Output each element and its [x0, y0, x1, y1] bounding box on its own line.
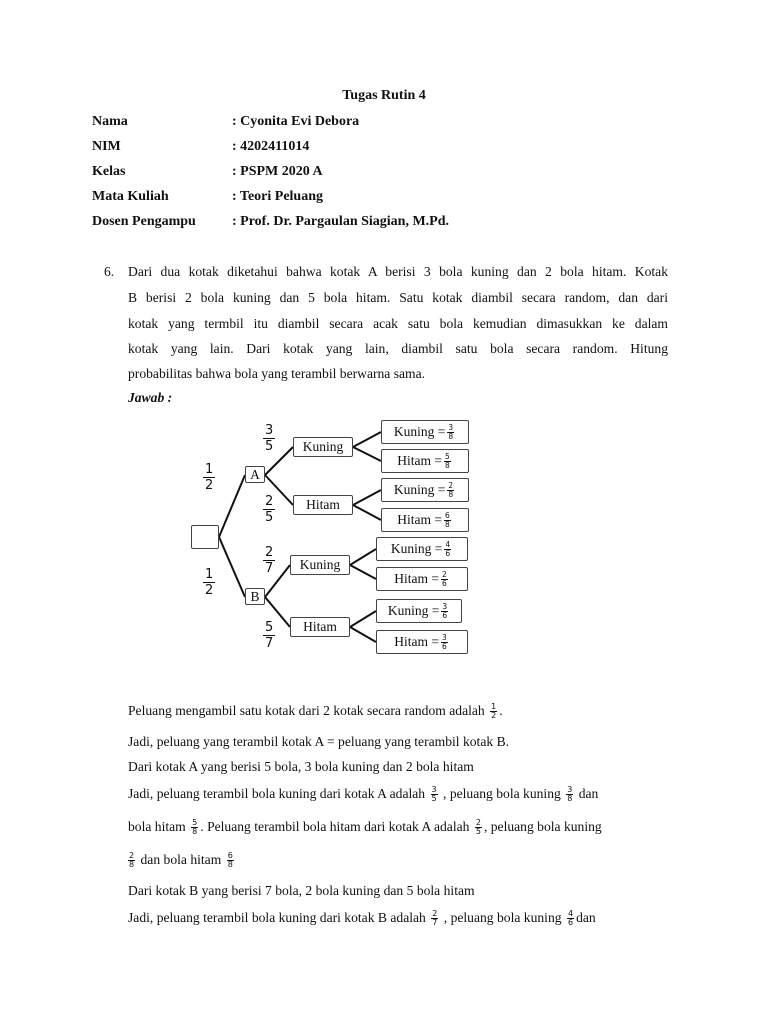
- tree-box-a: A: [245, 466, 265, 483]
- body-line-1-end: .: [499, 703, 503, 718]
- leaf-1-num: 3: [448, 423, 454, 432]
- body-line-8-f1-den: 7: [432, 918, 438, 928]
- edge-ah-hitam: [353, 505, 381, 520]
- prob-root-b: [203, 567, 215, 598]
- prob-b-hitam-num: 5: [265, 620, 274, 635]
- leaf-8-label: Hitam =: [394, 634, 439, 649]
- answer-label: Jawab :: [128, 390, 173, 405]
- leaf-4-num: 6: [444, 511, 450, 520]
- tree-node-a-hitam: Hitam: [293, 495, 353, 515]
- body-line-8-f1-num: 2: [432, 909, 438, 919]
- tree-leaf-7: [376, 599, 462, 623]
- prob-root-a-den: 2: [205, 478, 214, 493]
- tree-box-b: B: [245, 588, 265, 605]
- body-line-1-num: 1: [491, 702, 497, 712]
- tree-node-b-hitam: Hitam: [290, 617, 350, 637]
- leaf-3-den: 8: [448, 489, 454, 499]
- leaf-1-label: Kuning =: [393, 424, 446, 439]
- prob-root-b-num: 1: [205, 567, 214, 582]
- info-value-dosen: : Prof. Dr. Pargaulan Siagian, M.Pd.: [232, 214, 450, 229]
- prob-a-hitam: [263, 494, 275, 525]
- edge-ak-hitam: [353, 447, 381, 461]
- body-line-6-f2-num: 6: [227, 851, 233, 861]
- prob-a-kuning: [263, 423, 275, 454]
- info-label-dosen: Dosen Pengampu: [92, 214, 196, 229]
- document-title: Tugas Rutin 4: [342, 88, 426, 103]
- tree-leaf-3: [381, 478, 469, 502]
- prob-a-hitam-den: 5: [265, 510, 274, 525]
- body-line-8-b: , peluang bola kuning: [443, 910, 562, 925]
- body-line-6: [128, 852, 236, 869]
- info-label-nama: Nama: [92, 114, 128, 129]
- info-value-nim: : 4202411014: [232, 139, 310, 154]
- leaf-6-den: 6: [441, 578, 447, 588]
- prob-root-a: [203, 462, 215, 493]
- body-line-5-f2-den: 5: [475, 827, 481, 837]
- body-line-4-f1-num: 3: [431, 785, 437, 795]
- info-value-kelas: : PSPM 2020 A: [232, 164, 323, 179]
- leaf-5-den: 6: [445, 548, 451, 558]
- leaf-1-den: 8: [448, 431, 454, 441]
- body-line-6-f1-num: 2: [129, 851, 135, 861]
- tree-leaf-2: [381, 449, 469, 473]
- leaf-6-label: Hitam =: [394, 571, 439, 586]
- prob-b-kuning-den: 7: [265, 561, 274, 576]
- body-line-6-f1-den: 8: [129, 860, 135, 870]
- prob-a-kuning-num: 3: [265, 423, 274, 438]
- leaf-3-num: 2: [448, 481, 454, 490]
- leaf-6-num: 2: [441, 570, 447, 579]
- edge-bh-hitam: [350, 627, 376, 642]
- question-line-4: kotak yang lain. Dari kotak yang lain, diambil satu bola secara random. Hitung: [128, 341, 668, 356]
- body-line-8-f2-num: 4: [567, 909, 574, 919]
- question-line-1: Dari dua kotak diketahui bahwa kotak A berisi 3 bola kuning dan 2 bola hitam. Kotak: [128, 264, 668, 279]
- leaf-8-num: 3: [441, 633, 447, 642]
- prob-b-hitam-den: 7: [265, 636, 274, 651]
- question-line-3: kotak yang termbil itu diambil secara acak satu bola kemudian dimasukkan ke dalam: [128, 316, 668, 331]
- body-line-5-f2-num: 2: [475, 818, 481, 828]
- tree-leaf-6: [376, 567, 468, 591]
- question-line-2: B berisi 2 bola kuning dan 5 bola hitam. Satu kotak diambil secara random, dan dari: [128, 290, 668, 305]
- tree-leaf-4: [381, 508, 469, 532]
- body-line-5-f1-num: 5: [192, 818, 198, 828]
- leaf-5-label: Kuning =: [390, 541, 443, 556]
- body-line-5: [128, 819, 602, 836]
- info-value-nama: : Cyonita Evi Debora: [232, 114, 360, 129]
- leaf-2-label: Hitam =: [397, 453, 442, 468]
- body-line-4-f2-den: 8: [567, 794, 573, 804]
- body-line-8-f2-den: 6: [567, 918, 574, 928]
- leaf-3-label: Kuning =: [393, 482, 446, 497]
- question-line-5: probabilitas bahwa bola yang terambil berwarna sama.: [128, 366, 426, 381]
- info-label-kelas: Kelas: [92, 164, 126, 179]
- prob-a-hitam-num: 2: [265, 494, 274, 509]
- edge-bh-kuning: [350, 611, 376, 627]
- leaf-4-label: Hitam =: [397, 512, 442, 527]
- leaf-4-den: 8: [444, 519, 450, 529]
- body-line-4-a: Jadi, peluang terambil bola kuning dari kotak A adalah: [128, 786, 426, 801]
- body-line-6-f2-den: 8: [227, 860, 233, 870]
- body-line-8-c: dan: [576, 910, 596, 925]
- edge-ah-kuning: [353, 490, 381, 505]
- body-line-4-b: , peluang bola kuning: [443, 786, 561, 801]
- leaf-7-label: Kuning =: [387, 603, 440, 618]
- edge-ak-kuning: [353, 432, 381, 447]
- body-line-5-c: , peluang bola kuning: [483, 819, 602, 834]
- body-line-8: [128, 910, 596, 927]
- body-line-4: [128, 786, 598, 803]
- prob-b-kuning-num: 2: [265, 545, 274, 560]
- leaf-7-num: 3: [442, 602, 448, 611]
- tree-leaf-5: [376, 537, 468, 561]
- prob-root-b-den: 2: [205, 583, 214, 598]
- info-label-mata-kuliah: Mata Kuliah: [92, 189, 169, 204]
- leaf-5-num: 4: [445, 540, 451, 549]
- edge-root-b: [219, 537, 245, 597]
- prob-a-kuning-den: 5: [265, 439, 274, 454]
- prob-b-hitam: [263, 620, 275, 651]
- edge-root-a: [219, 475, 245, 537]
- body-line-4-f1-den: 5: [431, 794, 437, 804]
- body-line-2: Jadi, peluang yang terambil kotak A = peluang yang terambil kotak B.: [128, 734, 510, 749]
- leaf-2-den: 8: [444, 460, 450, 470]
- body-line-1-text: Peluang mengambil satu kotak dari 2 kotak secara random adalah: [128, 703, 485, 718]
- tree-leaf-1: [381, 420, 469, 444]
- body-line-4-c: dan: [578, 786, 599, 801]
- leaf-7-den: 6: [442, 610, 448, 620]
- leaf-8-den: 6: [441, 641, 447, 651]
- prob-root-a-num: 1: [205, 462, 214, 477]
- body-line-5-b: . Peluang terambil bola hitam dari kotak A adalah: [200, 819, 470, 834]
- body-line-7: Dari kotak B yang berisi 7 bola, 2 bola kuning dan 5 bola hitam: [128, 883, 475, 898]
- tree-node-b-kuning: Kuning: [290, 555, 350, 575]
- body-line-1-den: 2: [491, 711, 497, 721]
- edge-bk-kuning: [350, 549, 376, 565]
- body-line-4-f2-num: 3: [567, 785, 573, 795]
- question-number: 6.: [104, 264, 115, 279]
- tree-node-a-kuning: Kuning: [293, 437, 353, 457]
- body-line-3: Dari kotak A yang berisi 5 bola, 3 bola kuning dan 2 bola hitam: [128, 759, 474, 774]
- leaf-2-num: 5: [444, 452, 450, 461]
- body-line-5-f1-den: 8: [192, 827, 198, 837]
- edge-bk-hitam: [350, 565, 376, 579]
- body-line-5-a: bola hitam: [128, 819, 186, 834]
- prob-b-kuning: [263, 545, 275, 576]
- tree-root-box: [191, 525, 219, 549]
- body-line-8-a: Jadi, peluang terambil bola kuning dari kotak B adalah: [128, 910, 426, 925]
- tree-leaf-8: [376, 630, 468, 654]
- body-line-6-a: dan bola hitam: [140, 852, 222, 867]
- info-value-mata-kuliah: : Teori Peluang: [232, 189, 324, 204]
- info-label-nim: NIM: [92, 139, 121, 154]
- body-line-1: [128, 703, 503, 720]
